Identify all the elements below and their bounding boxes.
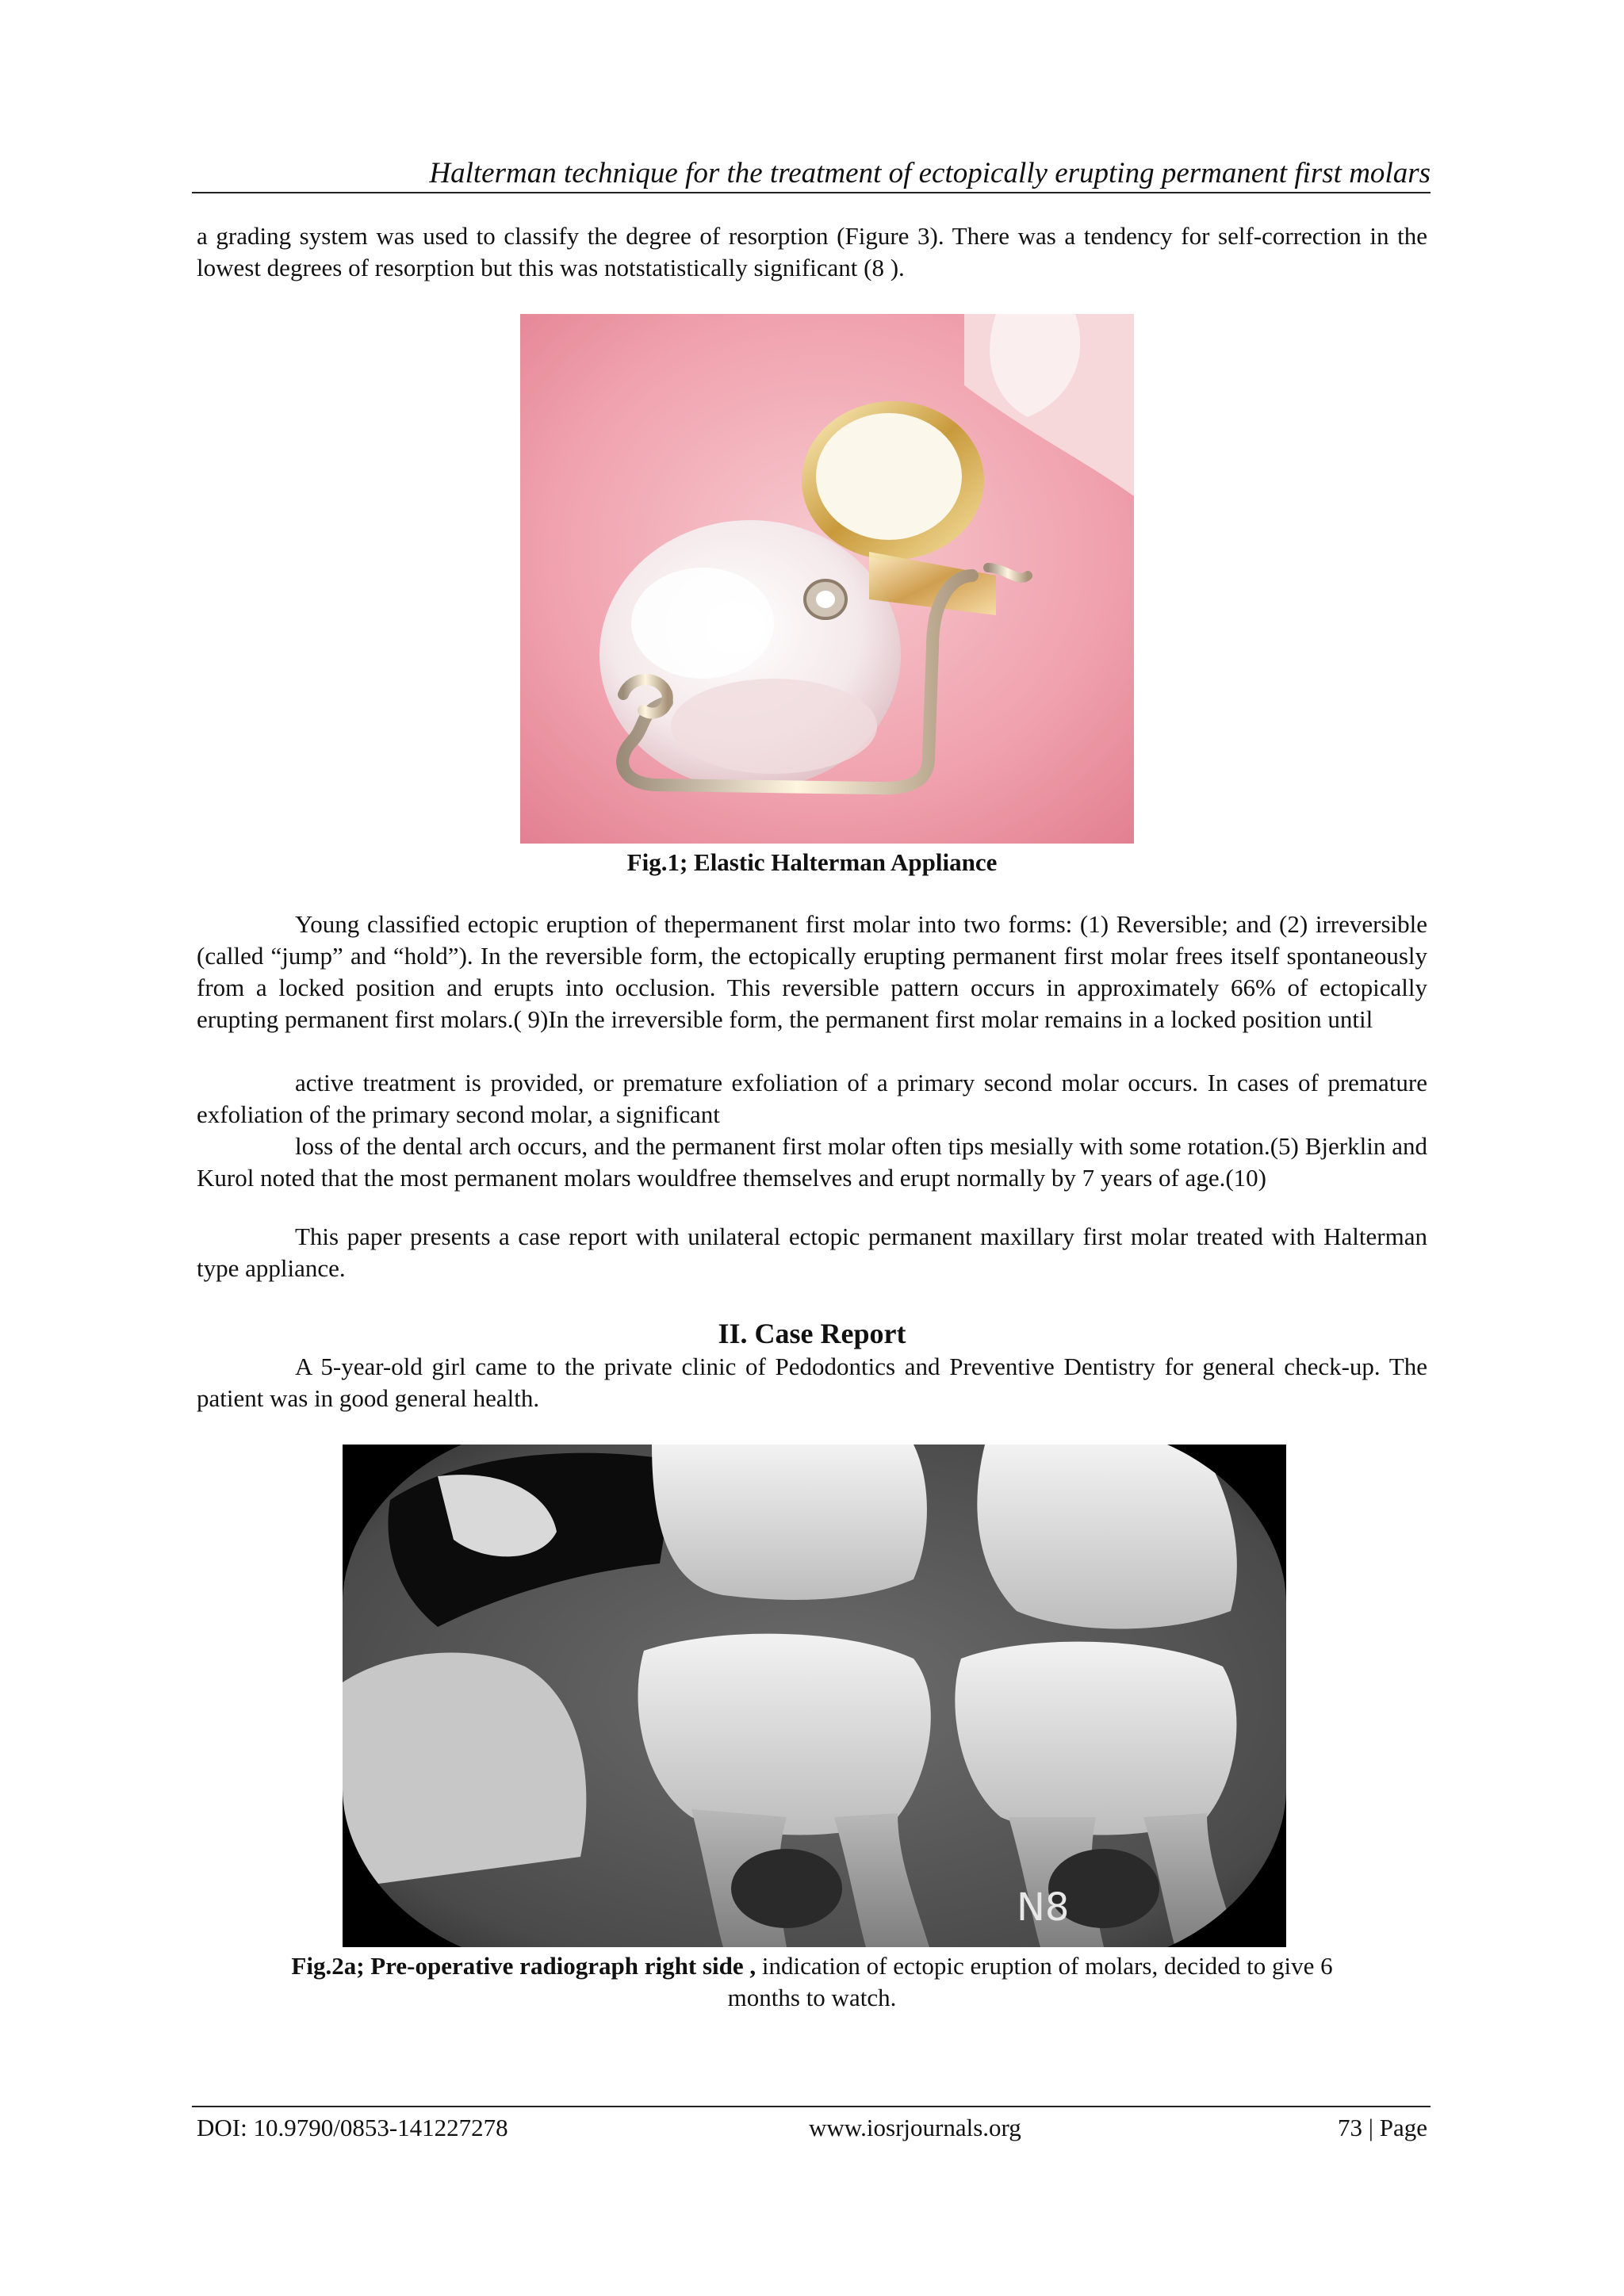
radiograph-image [343,1445,1286,1947]
running-header: Halterman technique for the treatment of ectopically erupting permanent first molars [429,157,1431,189]
footer-page-number: 73 | Page [1338,2114,1427,2141]
paragraph-active-treatment: active treatment is provided, or premature exfoliation of a primary second molar occurs. In cases of premature exfoliation of the primary second molar, a significant [197,1069,1427,1128]
paragraph-young-classification: Young classified ectopic eruption of thepermanent first molar into two forms: (1) Reversible; and (2) irreversible (called “jump” and “hold”). In the reversible form, the ectopically erupting permanent first molar frees itself spontaneously from a locked position and erupts into occlusion. This reversible pattern occurs in approximately 66% of ectopically erupting permanent first molars.( 9)In the irreversible form, the permanent first molar remains in a locked position until [197,910,1427,1033]
footer-website: www.iosrjournals.org [809,2114,1021,2141]
figure-preoperative-radiograph [343,1445,1286,1947]
appliance-photo [520,314,1134,844]
paragraph-case-intro: This paper presents a case report with unilateral ectopic permanent maxillary first molar treated with Halterman type appliance. [197,1223,1427,1282]
paragraph-arch-loss: loss of the dental arch occurs, and the permanent first molar often tips mesially with some rotation.(5) Bjerklin and Kurol noted that the most permanent molars wouldfree themselves and erupt normally by 7 years of age.(10) [197,1132,1427,1192]
radiograph-film-label: N8 [1017,1885,1070,1930]
paragraph-patient-presentation: A 5-year-old girl came to the private clinic of Pedodontics and Preventive Dentistry for general check-up. The patient was in good general health. [197,1353,1427,1412]
figure-halterman-appliance [520,314,1134,844]
figure-2a-caption [197,1950,1427,2014]
figure-1-caption: Fig.1; Elastic Halterman Appliance [626,848,998,876]
section-heading-case-report: II. Case Report [718,1318,906,1349]
figure-2a-caption-line2: months to watch. [727,1984,897,2011]
figure-2a-caption-text: indication of ectopic eruption of molars, decided to give 6 [756,1952,1333,1980]
paragraph-grading: a grading system was used to classify the degree of resorption (Figure 3). There was a tendency for self-correction in the lowest degrees of resorption but this was notstatistically significant (8 ). [197,222,1427,281]
footer-rule [192,2106,1431,2107]
footer-doi: DOI: 10.9790/0853-141227278 [197,2114,508,2141]
header-rule [192,192,1431,193]
figure-2a-caption-label: Fig.2a; Pre-operative radiograph right side , [291,1952,756,1980]
